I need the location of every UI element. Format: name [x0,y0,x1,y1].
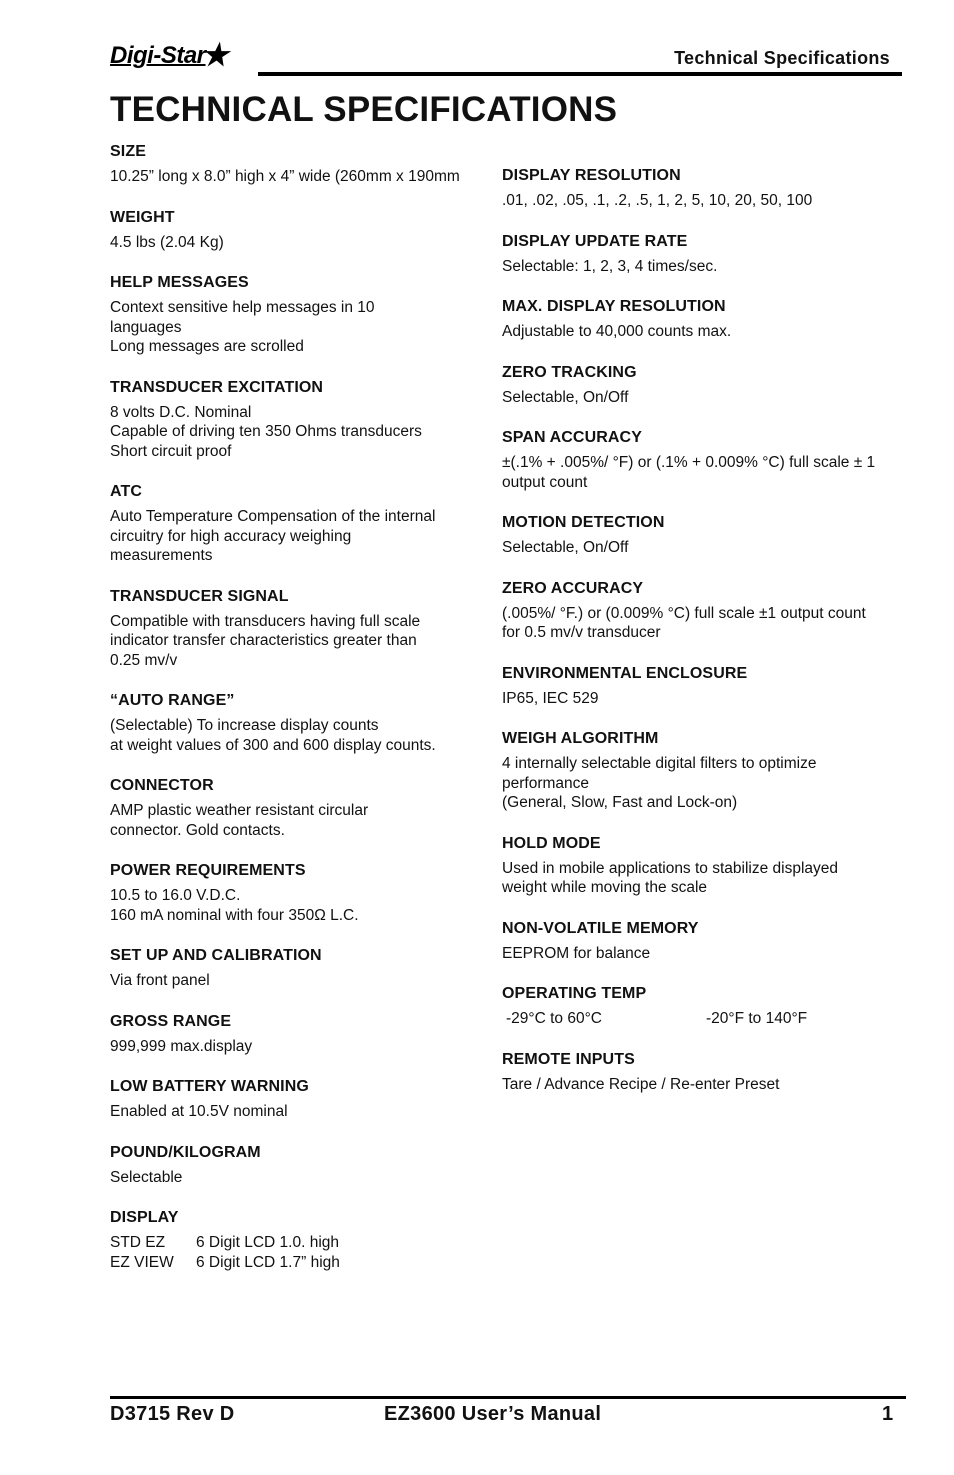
spec-line: 10.25” long x 8.0” high x 4” wide (260mm x 190mm [110,168,460,185]
spec-line: connector. Gold contacts. [110,821,285,839]
temp-range-row [502,1009,922,1029]
spec-line: Via front panel [110,972,210,989]
spec-line: 160 mA nominal with four 350Ω L.C. [110,906,359,924]
spec-block [502,166,922,211]
spec-heading: POUND/KILOGRAM [110,1143,261,1161]
display-row-std-ez [110,1233,500,1253]
spec-block [110,1012,500,1057]
logo-text: Digi-Star [110,42,206,69]
spec-block [502,664,922,709]
header-rule [258,72,902,76]
spec-block [502,363,922,408]
spec-heading: CONNECTOR [110,777,214,794]
spec-block [110,776,500,840]
spec-block [502,919,922,964]
spec-block [110,587,500,671]
spec-heading: “AUTO RANGE” [110,692,235,709]
right-spec-column [502,166,922,1115]
spec-heading: ZERO TRACKING [502,363,637,381]
spec-block [502,428,922,492]
spec-heading: SIZE [110,143,146,160]
display-model: EZ VIEW [110,1253,174,1271]
spec-line: measurements [110,547,213,564]
footer-doc-number: D3715 Rev D [110,1403,235,1425]
spec-block [110,142,500,187]
spec-heading: DISPLAY RESOLUTION [502,167,681,184]
spec-heading: TRANSDUCER SIGNAL [110,587,289,605]
spec-heading: NON-VOLATILE MEMORY [502,919,699,937]
header-section-title: Technical Specifications [674,48,890,68]
spec-line: 8 volts D.C. Nominal [110,403,252,421]
spec-line: Used in mobile applications to stabilize displayed [502,859,839,877]
spec-line: (Selectable) To increase display counts [110,717,379,734]
spec-line: 0.25 mv/v [110,651,178,669]
spec-line: 4.5 lbs (2.04 Kg) [110,233,224,251]
spec-line: weight while moving the scale [502,879,708,896]
spec-heading: WEIGHT [110,208,175,226]
spec-line: output count [502,473,588,491]
spec-remote-inputs [502,1050,922,1095]
spec-heading: ATC [110,483,142,500]
spec-line: ±(.1% + .005%/ °F) or (.1% + 0.009% °C) full scale ± 1 [502,454,876,471]
spec-heading: POWER REQUIREMENTS [110,862,306,879]
temp-fahrenheit: -20°F to 140°F [706,1010,808,1027]
footer-manual-title: EZ3600 User’s Manual [384,1403,602,1425]
spec-heading: SET UP AND CALIBRATION [110,947,322,964]
spec-heading: WEIGH ALGORITHM [502,730,659,747]
spec-line: 999,999 max.display [110,1037,253,1055]
spec-block [502,297,922,342]
temp-celsius: -29°C to 60°C [506,1010,602,1027]
spec-heading: LOW BATTERY WARNING [110,1078,309,1095]
spec-line: for 0.5 mv/v transducer [502,624,661,641]
spec-heading: TRANSDUCER EXCITATION [110,378,324,396]
star-icon: ★ [200,39,233,72]
spec-heading: SPAN ACCURACY [502,429,642,446]
display-desc: 6 Digit LCD 1.0. high [196,1234,340,1251]
spec-line: Tare / Advance Recipe / Re-enter Preset [502,1075,780,1093]
page-title: TECHNICAL SPECIFICATIONS [110,90,618,129]
spec-line: Context sensitive help messages in 10 [110,299,375,316]
spec-line: Long messages are scrolled [110,338,304,355]
spec-block [110,861,500,925]
spec-line: Adjustable to 40,000 counts max. [502,323,732,340]
spec-line: .01, .02, .05, .1, .2, .5, 1, 2, 5, 10, 20, 50, 100 [502,192,813,209]
spec-line: Enabled at 10.5V nominal [110,1103,288,1120]
display-model: STD EZ [110,1234,166,1251]
spec-heading: OPERATING TEMP [502,985,647,1002]
spec-line: languages [110,318,182,336]
spec-line: Auto Temperature Compensation of the internal [110,508,436,525]
spec-block [502,513,922,558]
spec-block [110,378,500,462]
spec-block [110,273,500,357]
footer-rule [110,1396,906,1399]
spec-line: Short circuit proof [110,442,232,460]
spec-block [502,729,922,813]
spec-block [502,579,922,643]
spec-line: (General, Slow, Fast and Lock-on) [502,794,738,811]
spec-heading: REMOTE INPUTS [502,1050,635,1068]
spec-block [110,482,500,566]
spec-heading: ENVIRONMENTAL ENCLOSURE [502,664,748,682]
spec-block [110,1143,500,1188]
spec-line: IP65, IEC 529 [502,689,599,707]
spec-line: indicator transfer characteristics greater than [110,632,417,649]
spec-line: AMP plastic weather resistant circular [110,802,369,819]
spec-line: Selectable, On/Off [502,388,629,406]
spec-heading: ZERO ACCURACY [502,579,644,597]
display-desc: 6 Digit LCD 1.7” high [196,1253,340,1271]
spec-line: EEPROM for balance [502,944,651,962]
spec-line: Selectable: 1, 2, 3, 4 times/sec. [502,257,718,275]
spec-block [110,946,500,991]
display-row-ez-view [110,1253,500,1273]
spec-line: circuitry for high accuracy weighing [110,527,352,545]
spec-line: at weight values of 300 and 600 display counts. [110,736,436,754]
left-spec-column [110,142,500,1293]
spec-heading: MOTION DETECTION [502,514,665,531]
spec-block [110,691,500,755]
spec-heading: DISPLAY UPDATE RATE [502,232,688,250]
spec-heading: HELP MESSAGES [110,274,249,291]
spec-heading: DISPLAY [110,1209,179,1226]
spec-line: 10.5 to 16.0 V.D.C. [110,887,241,904]
spec-block [502,834,922,898]
spec-display [110,1208,500,1272]
spec-operating-temp [502,984,922,1029]
spec-block [110,1077,500,1122]
spec-line: Capable of driving ten 350 Ohms transducers [110,423,422,440]
digi-star-logo [110,39,233,72]
spec-heading: HOLD MODE [502,834,601,852]
spec-heading: MAX. DISPLAY RESOLUTION [502,298,726,315]
footer-page-number: 1 [882,1403,894,1425]
spec-line: Selectable, On/Off [502,539,629,556]
spec-heading: GROSS RANGE [110,1012,232,1030]
spec-line: Selectable [110,1168,183,1186]
spec-line: 4 internally selectable digital filters to optimize [502,755,817,772]
spec-line: Compatible with transducers having full scale [110,612,421,630]
spec-block [502,232,922,277]
spec-block [110,208,500,253]
spec-line: (.005%/ °F.) or (0.009% °C) full scale ±1 output count [502,604,866,622]
spec-line: performance [502,774,590,792]
